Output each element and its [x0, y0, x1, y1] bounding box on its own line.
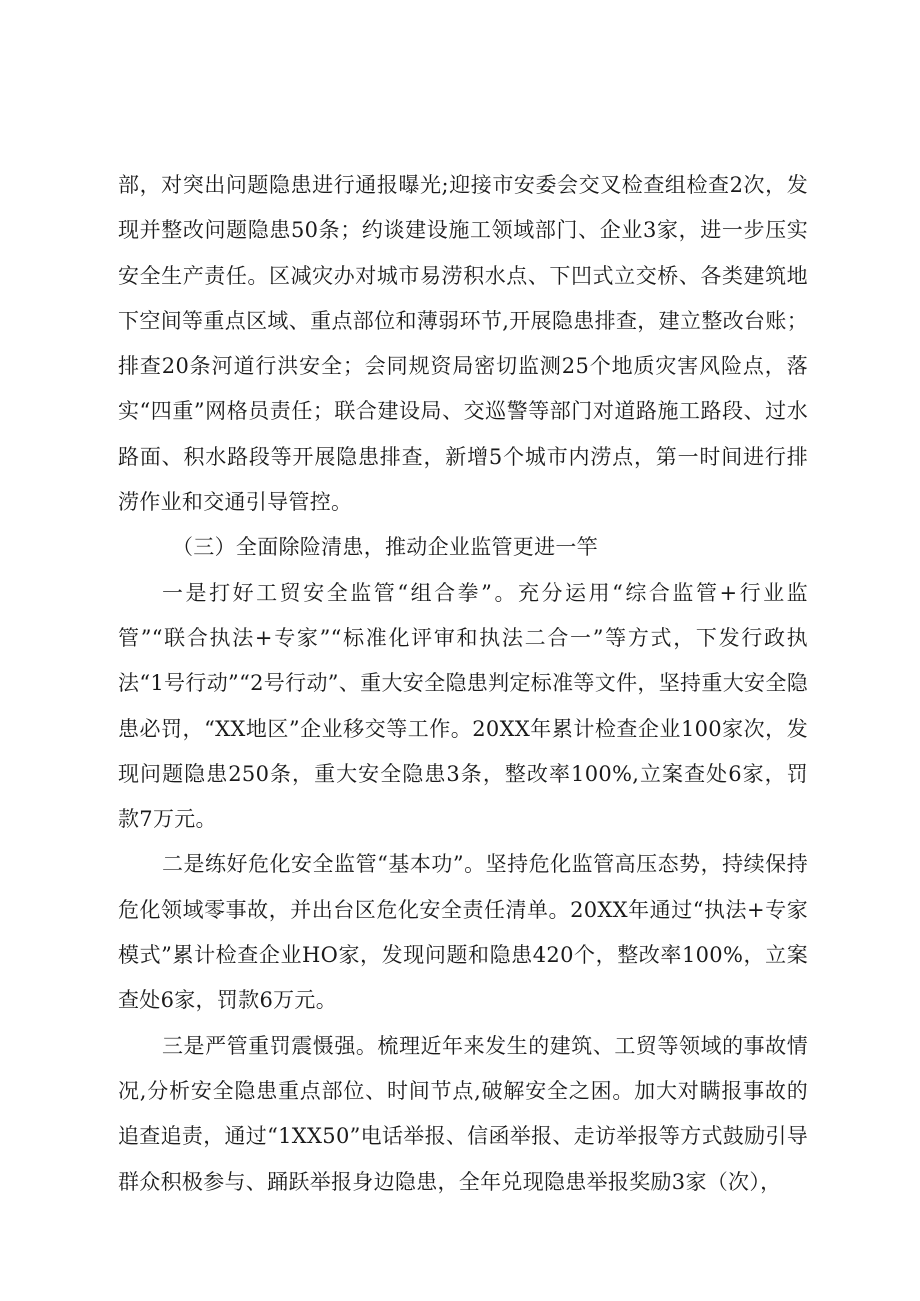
section-heading: （三）全面除险清患，推动企业监管更进一竿 — [172, 535, 598, 560]
paragraph-continuation: 部，对突出问题隐患进行通报曝光;迎接市安委会交叉检查组检查2次，发现并整改问题隐患50条；约谈建设施工领域部门、企业3家，进一步压实安全生产责任。区减灾办对城市易涝积水点、下凹式立交桥、各类建筑地下空间等重点区域、重点部位和薄弱环节,开展隐患排查，建立整改台账；排查20条河道行洪安全；会同规资局密切监测25个地质灾害风险点，落实“四重”网格员责任；联合建设局、交巡警等部门对道路施工路段、过水路面、积水路段等开展隐患排查，新增5个城市内涝点，第一时间进行排涝作业和交通引导管控。 — [118, 173, 808, 515]
paragraph-strict-penalties: 三是严管重罚震慑强。梳理近年来发生的建筑、工贸等领域的事故情况,分析安全隐患重点部位、时间节点,破解安全之困。加大对瞒报事故的追查追责，通过“1XX50”电话举报、信函举报、走访举报等方式鼓励引导群众积极参与、踊跃举报身边隐患，全年兑现隐患举报奖励3家（次）， — [118, 1033, 808, 1194]
document-body — [118, 163, 808, 1205]
paragraph-hazardous-chemicals: 二是练好危化安全监管“基本功”。坚持危化监管高压态势，持续保持危化领域零事故，并出台区危化安全责任清单。20XX年通过“执法+专家模式”累计检查企业HO家，发现问题和隐患420个，整改率100%，立案查处6家，罚款6万元。 — [118, 852, 808, 1013]
paragraph-industrial-trade: 一是打好工贸安全监管“组合拳”。充分运用“综合监管+行业监管”“联合执法+专家”“标准化评审和执法二合一”等方式，下发行政执法“1号行动”“2号行动”、重大安全隐患判定标准等文件，坚持重大安全隐患必罚，“XX地区”企业移交等工作。20XX年累计检查企业100家次，发现问题隐患250条，重大安全隐患3条，整改率100%,立案查处6家，罚款7万元。 — [118, 580, 808, 832]
